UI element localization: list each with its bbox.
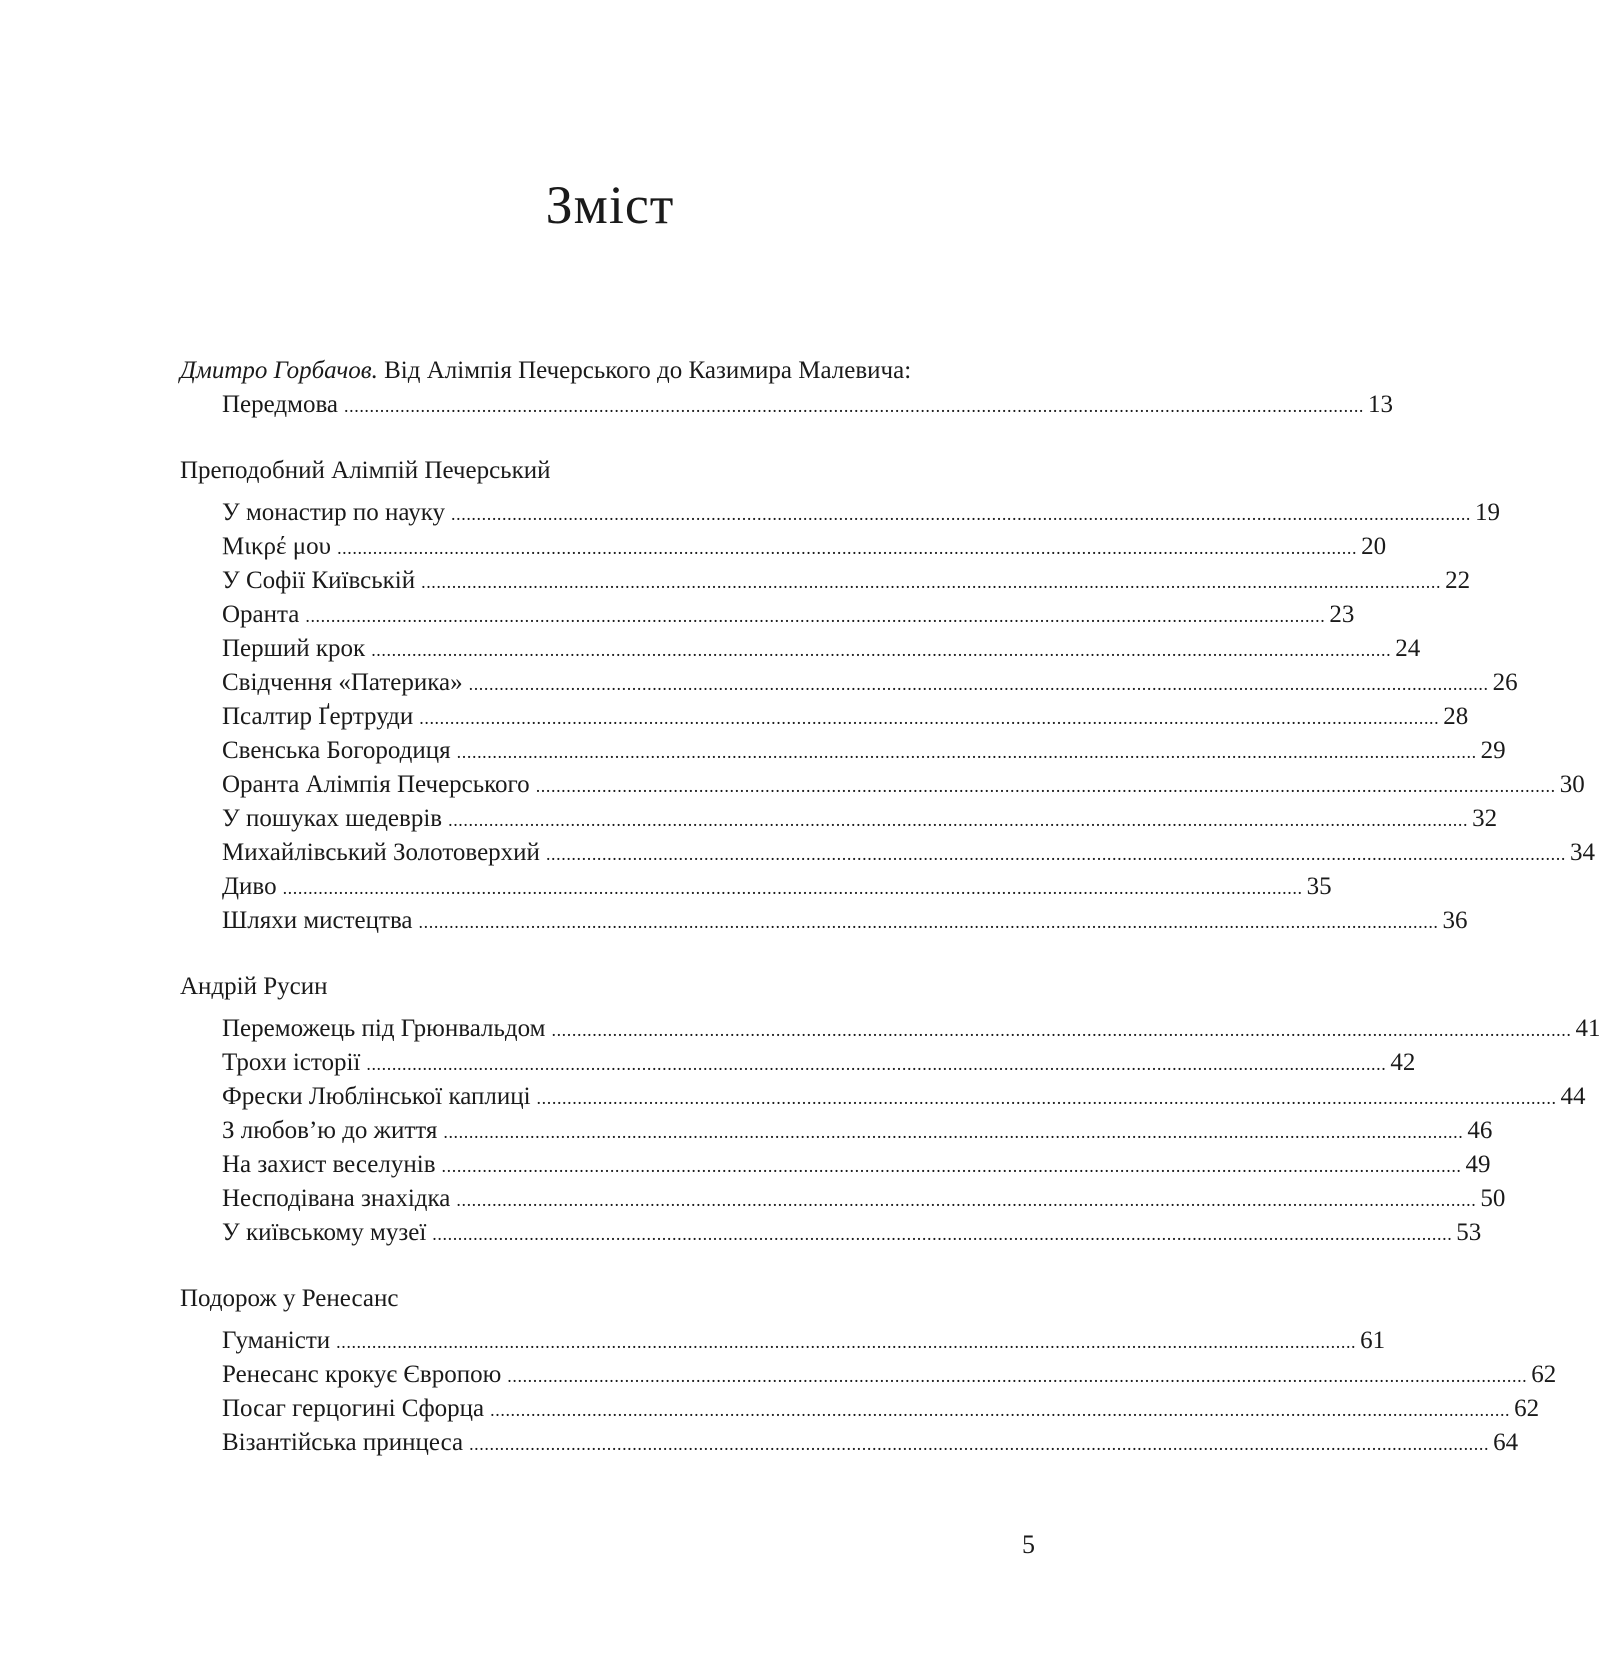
section-heading[interactable]: Преподобний Алімпій Печерський (180, 457, 551, 484)
entry-page: 34 (1569, 839, 1595, 866)
leader-dots: ........................................................................................................................................................................................................ (490, 1400, 1511, 1420)
leader-dots: ........................................................................................................................................................................................................ (419, 708, 1440, 728)
leader-dots: ........................................................................................................................................................................................................ (507, 1366, 1528, 1386)
entry-label: Перший крок (222, 635, 366, 662)
leader-dots: ........................................................................................................................................................................................................ (421, 572, 1442, 592)
toc-entry[interactable] (180, 530, 1387, 564)
entry-label: Ренесанс крокує Європою (222, 1361, 502, 1388)
entry-label: Свідчення «Патерика» (222, 669, 463, 696)
leader-dots: ........................................................................................................................................................................................................ (535, 776, 1556, 796)
entry-page: 30 (1559, 771, 1585, 798)
toc-entry[interactable] (180, 666, 1518, 700)
leader-dots: ........................................................................................................................................................................................................ (366, 1054, 1387, 1074)
section-heading[interactable]: Андрій Русин (180, 973, 328, 1000)
toc-entry[interactable] (180, 1324, 1386, 1358)
entry-label: Гуманісти (222, 1327, 331, 1354)
page-number: 5 (1022, 1530, 1035, 1559)
entry-label: Несподівана знахідка (222, 1185, 451, 1212)
leader-dots: ........................................................................................................................................................................................................ (451, 504, 1472, 524)
page-title: Зміст (545, 175, 675, 235)
entry-page: 46 (1467, 1117, 1493, 1144)
entry-label: У Софії Київській (222, 567, 416, 594)
entry-page: 44 (1560, 1083, 1586, 1110)
entry-page: 42 (1390, 1049, 1416, 1076)
intro-entry-line-2[interactable] (180, 388, 1394, 422)
toc-sections (180, 454, 1600, 1460)
table-of-contents (180, 354, 1600, 1460)
toc-entry[interactable] (180, 1426, 1519, 1460)
section-heading[interactable]: Подорож у Ренесанс (180, 1285, 399, 1312)
entry-page: 20 (1361, 533, 1387, 560)
toc-entry[interactable] (180, 1114, 1493, 1148)
entry-page: 62 (1531, 1361, 1557, 1388)
toc-entry[interactable] (180, 564, 1471, 598)
leader-dots: ........................................................................................................................................................................................................ (468, 674, 1489, 694)
toc-entry[interactable] (180, 1358, 1557, 1392)
leader-dots: ........................................................................................................................................................................................................ (344, 396, 1365, 416)
entry-page: 23 (1329, 601, 1355, 628)
toc-section (180, 1282, 1557, 1460)
entry-page: 24 (1395, 635, 1421, 662)
leader-dots: ........................................................................................................................................................................................................ (456, 742, 1477, 762)
toc-entry[interactable] (180, 1012, 1600, 1046)
entry-label: На захист веселунів (222, 1151, 436, 1178)
intro-page: 13 (1368, 391, 1394, 418)
entry-page: 41 (1575, 1015, 1600, 1042)
toc-entry[interactable] (180, 700, 1469, 734)
toc-entry[interactable] (180, 1392, 1540, 1426)
entry-label: З любов’ю до життя (222, 1117, 438, 1144)
leader-dots: ........................................................................................................................................................................................................ (305, 606, 1326, 626)
entry-label: Михайлівський Золотоверхий (222, 839, 540, 866)
entry-page: 64 (1493, 1429, 1519, 1456)
leader-dots: ........................................................................................................................................................................................................ (371, 640, 1392, 660)
leader-dots: ........................................................................................................................................................................................................ (337, 538, 1358, 558)
entry-page: 35 (1306, 873, 1332, 900)
leader-dots: ........................................................................................................................................................................................................ (469, 1434, 1490, 1454)
leader-dots: ........................................................................................................................................................................................................ (443, 1122, 1464, 1142)
toc-entry[interactable] (180, 496, 1501, 530)
entry-label: Свенська Богородиця (222, 737, 451, 764)
toc-entry[interactable] (180, 1182, 1506, 1216)
entry-label: У монастир по науку (222, 499, 446, 526)
leader-dots: ........................................................................................................................................................................................................ (536, 1088, 1557, 1108)
entry-page: 29 (1480, 737, 1506, 764)
entry-page: 61 (1360, 1327, 1386, 1354)
toc-entry[interactable] (180, 1080, 1586, 1114)
toc-entry[interactable] (180, 1216, 1482, 1250)
toc-entry[interactable] (180, 870, 1332, 904)
toc-section (180, 454, 1595, 938)
leader-dots: ........................................................................................................................................................................................................ (456, 1190, 1477, 1210)
toc-section (180, 970, 1600, 1250)
toc-entry[interactable] (180, 598, 1355, 632)
toc-entry[interactable] (180, 734, 1506, 768)
leader-dots: ........................................................................................................................................................................................................ (336, 1332, 1357, 1352)
entry-label: Візантійська принцеса (222, 1429, 464, 1456)
leader-dots: ........................................................................................................................................................................................................ (432, 1224, 1453, 1244)
entry-page: 62 (1514, 1395, 1540, 1422)
entry-label: Оранта Алімпія Печерського (222, 771, 530, 798)
entry-page: 22 (1445, 567, 1471, 594)
entry-label: Трохи історії (222, 1049, 361, 1076)
entry-label: Псалтир Ґертруди (222, 703, 414, 730)
toc-entry[interactable] (180, 904, 1468, 938)
entry-page: 32 (1472, 805, 1498, 832)
toc-entry[interactable] (180, 768, 1585, 802)
entry-page: 26 (1492, 669, 1518, 696)
entry-label: Посаг герцогині Сфорца (222, 1395, 485, 1422)
entry-label: Диво (222, 873, 277, 900)
leader-dots: ........................................................................................................................................................................................................ (282, 878, 1303, 898)
intro-entry-line-1 (180, 354, 1035, 388)
entry-page: 19 (1475, 499, 1501, 526)
entry-label: Μικρέ μου (222, 533, 332, 560)
intro-title-line-1: Від Алімпія Печерського до Казимира Малевича: (384, 357, 912, 384)
entry-label: Переможець під Грюнвальдом (222, 1015, 546, 1042)
entry-page: 53 (1456, 1219, 1482, 1246)
leader-dots: ........................................................................................................................................................................................................ (448, 810, 1469, 830)
entry-label: Оранта (222, 601, 300, 628)
intro-title-line-2: Передмова (222, 391, 339, 418)
leader-dots: ........................................................................................................................................................................................................ (418, 912, 1439, 932)
entry-label: Фрески Люблінської каплиці (222, 1083, 531, 1110)
leader-dots: ........................................................................................................................................................................................................ (441, 1156, 1462, 1176)
entry-label: У пошуках шедеврів (222, 805, 443, 832)
toc-entry[interactable] (180, 1046, 1416, 1080)
entry-page: 50 (1480, 1185, 1506, 1212)
entry-page: 36 (1442, 907, 1468, 934)
entry-page: 28 (1443, 703, 1469, 730)
leader-dots: ........................................................................................................................................................................................................ (551, 1020, 1572, 1040)
toc-entry[interactable] (180, 802, 1498, 836)
toc-entry[interactable] (180, 1148, 1491, 1182)
entry-page: 49 (1465, 1151, 1491, 1178)
leader-dots: ........................................................................................................................................................................................................ (545, 844, 1566, 864)
entry-label: Шляхи мистецтва (222, 907, 413, 934)
intro-author: Дмитро Горбачов. (180, 357, 378, 384)
toc-entry[interactable] (180, 836, 1595, 870)
entry-label: У київському музеї (222, 1219, 427, 1246)
toc-entry[interactable] (180, 632, 1421, 666)
